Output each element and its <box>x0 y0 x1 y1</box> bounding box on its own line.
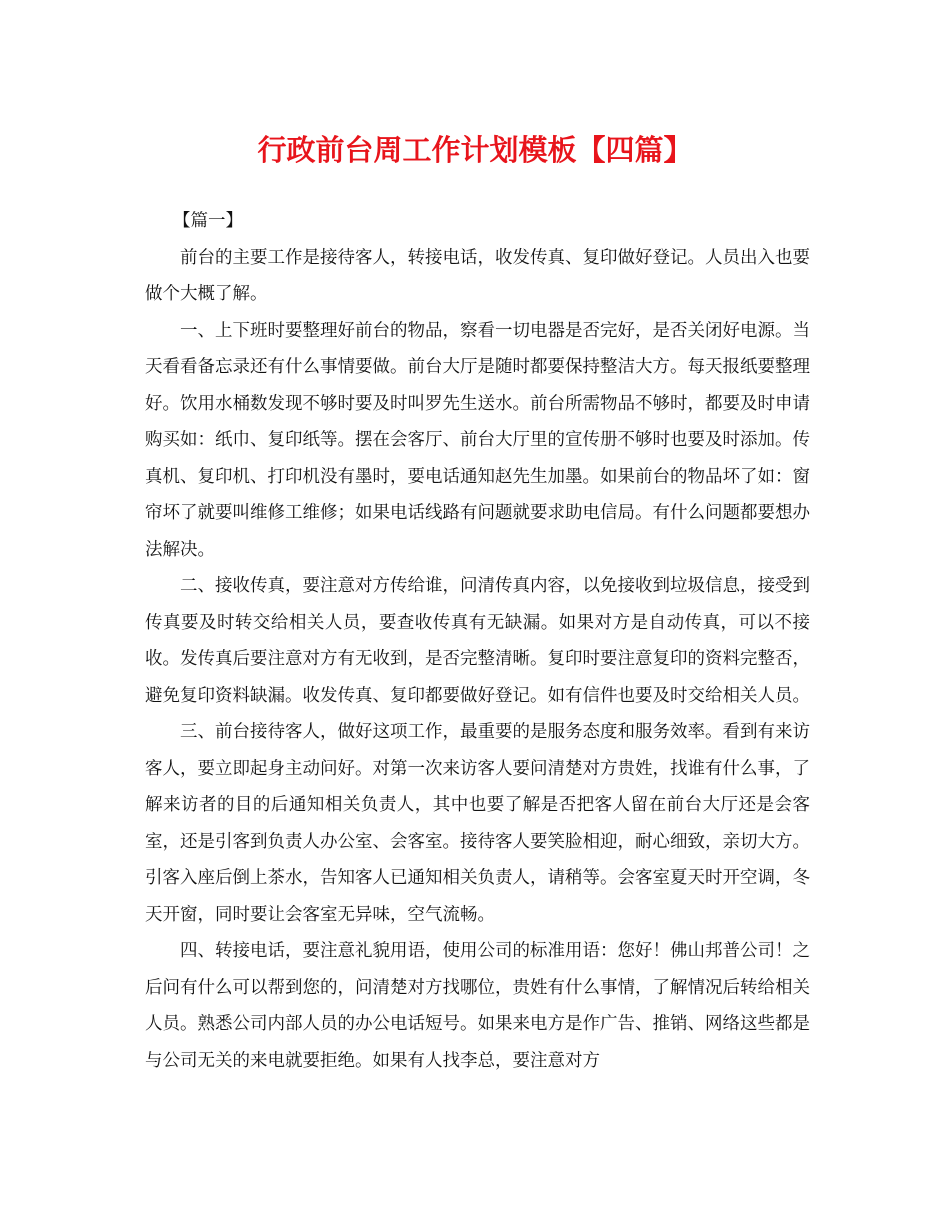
section-heading: 【篇一】 <box>173 211 243 231</box>
paragraph-3: 三、前台接待客人，做好这项工作，最重要的是服务态度和服务效率。看到有来访客人，要立即起身主动问好。对第一次来访客人要问清楚对方贵姓，找谁有什么事，了解来访者的目的后通知相关负责人，其中也要了解是否把客人留在前台大厅还是会客室，还是引客到负责人办公室、会客室。接待客人要笑脸相迎，耐心细致，亲切大方。引客入座后倒上茶水，告知客人已通知相关负责人，请稍等。会客室夏天时开空调，冬天开窗，同时要让会客室无异味，空气流畅。 <box>145 722 810 925</box>
paragraph-intro: 前台的主要工作是接待客人，转接电话，收发传真、复印做好登记。人员出入也要做个大概了解。 <box>145 247 810 304</box>
document-body <box>145 203 810 1079</box>
paragraph-1: 一、上下班时要整理好前台的物品，察看一切电器是否完好，是否关闭好电源。当天看看备忘录还有什么事情要做。前台大厅是随时都要保持整洁大方。每天报纸要整理好。饮用水桶数发现不够时要及时叫罗先生送水。前台所需物品不够时，都要及时申请购买如：纸巾、复印纸等。摆在会客厅、前台大厅里的宣传册不够时也要及时添加。传真机、复印机、打印机没有墨时，要电话通知赵先生加墨。如果前台的物品坏了如：窗帘坏了就要叫维修工维修；如果电话线路有问题就要求助电信局。有什么问题都要想办法解决。 <box>145 320 810 560</box>
document-title: 行政前台周工作计划模板【四篇】 <box>257 133 693 167</box>
paragraph-4: 四、转接电话，要注意礼貌用语，使用公司的标准用语：您好！佛山邦普公司！之后问有什么可以帮到您的，问清楚对方找哪位，贵姓有什么事情，了解情况后转给相关人员。熟悉公司内部人员的办公电话短号。如果来电方是作广告、推销、网络这些都是与公司无关的来电就要拒绝。如果有人找李总，要注意对方 <box>145 941 810 1071</box>
paragraph-2: 二、接收传真，要注意对方传给谁，问清传真内容，以免接收到垃圾信息，接受到传真要及时转交给相关人员，要查收传真有无缺漏。如果对方是自动传真，可以不接收。发传真后要注意对方有无收到，是否完整清晰。复印时要注意复印的资料完整否，避免复印资料缺漏。收发传真、复印都要做好登记。如有信件也要及时交给相关人员。 <box>145 576 810 706</box>
